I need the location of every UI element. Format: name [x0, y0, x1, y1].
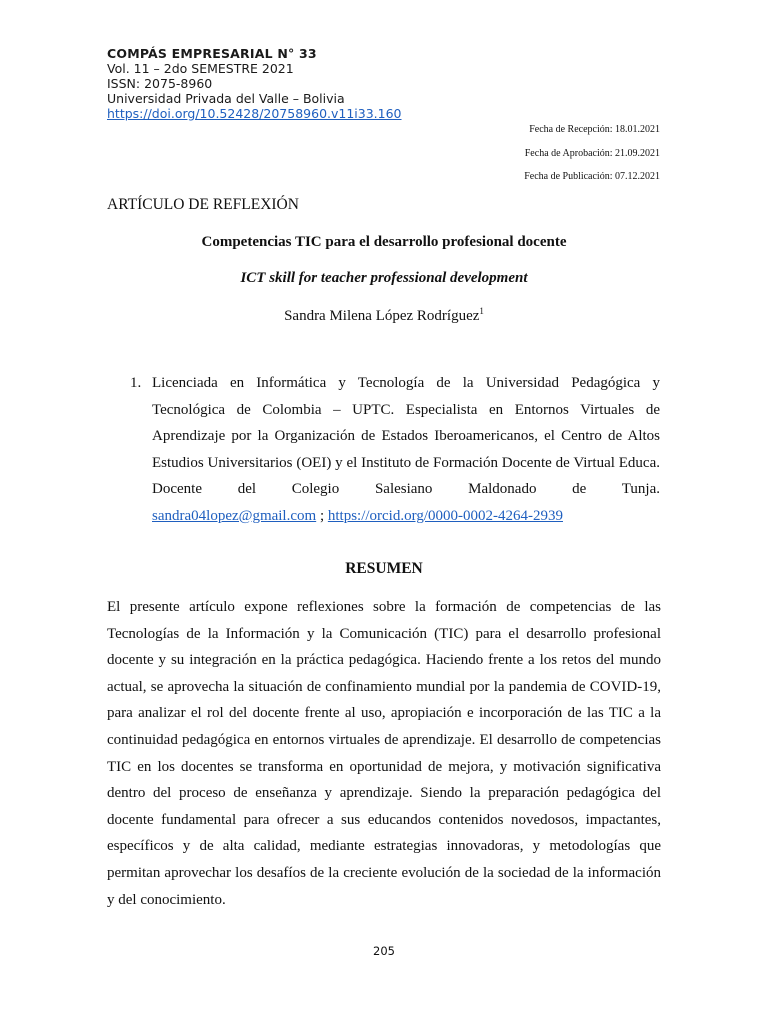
- date-published: Fecha de Publicación: 07.12.2021: [524, 171, 660, 182]
- links-separator: ;: [316, 507, 328, 524]
- orcid-link[interactable]: https://orcid.org/0000-0002-4264-2939: [327, 507, 563, 524]
- article-type-label: ARTÍCULO DE REFLEXIÓN: [107, 196, 299, 213]
- date-received: Fecha de Recepción: 18.01.2021: [529, 124, 660, 135]
- journal-volume: Vol. 11 – 2do SEMESTRE 2021: [107, 61, 294, 76]
- affiliation-links: [152, 503, 660, 530]
- date-approved: Fecha de Aprobación: 21.09.2021: [524, 147, 660, 159]
- resumen-heading: RESUMEN: [345, 560, 423, 577]
- resumen-text: El presente artículo expone reflexiones sobre la formación de competencias de las Tecnologías de la Información y la Comunicación (TIC) para el desarrollo profesional docente y su integración en la práctica pedagógica. Haciendo frente a los retos del mundo actual, se aprovecha la situación de confinamiento mundial por la pandemia de COVID-19, para analizar el rol del docente frente al uso, apropiación e incorporación de las TIC a la continuidad pedagógica en entornos virtuales de aprendizaje. El desarrollo de competencias TIC en los docentes se transforma en oportunidad de mejora, y motivación significativa dentro del proceso de enseñanza y aprendizaje. Siendo la preparación pedagógica del docente fundamental para ofrecer a sus educandos contenidos novedosos, impactantes, específicos y de alta calidad, mediante estrategias innovadoras, y metodologías que permitan aprovechar los desafíos de la creciente evolución de la sociedad de la información y del conocimiento.: [107, 599, 661, 908]
- journal-name: COMPÁS EMPRESARIAL N° 33: [107, 46, 317, 61]
- article-title: Competencias TIC para el desarrollo profesional docente: [201, 234, 567, 250]
- email-link[interactable]: sandra04lopez@gmail.com: [152, 507, 317, 524]
- author-footnote-marker: 1: [479, 306, 484, 316]
- journal-header: [107, 46, 402, 121]
- journal-university: Universidad Privada del Valle – Bolivia: [107, 91, 345, 106]
- affiliation-number: 1.: [130, 375, 142, 391]
- affiliation-text: Licenciada en Informática y Tecnología de la Universidad Pedagógica y Tecnológica de Colombia – UPTC. Especialista en Entornos Virtuales de Aprendizaje por la Organización de Estados Iberoamericanos, el Centro de Altos Estudios Universitarios (OEI) y el Instituto de Formación Docente de Virtual Educa. Docente del Colegio Salesiano Maldonado de Tunja.: [152, 375, 660, 497]
- article-subtitle: ICT skill for teacher professional development: [240, 270, 528, 286]
- page-number: 205: [373, 944, 395, 958]
- author-name: Sandra Milena López Rodríguez: [284, 308, 480, 324]
- doi-link[interactable]: https://doi.org/10.52428/20758960.v11i33.160: [107, 106, 402, 121]
- affiliation-note: [130, 370, 660, 529]
- dates-block: [524, 124, 660, 195]
- author-line: [0, 306, 768, 325]
- journal-issn: ISSN: 2075-8960: [107, 76, 213, 91]
